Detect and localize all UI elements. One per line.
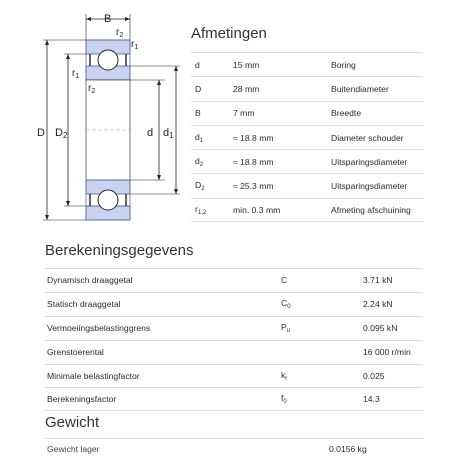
dimension-row [191, 52, 423, 76]
dimension-value: 15 mm [233, 59, 260, 70]
calculation-row [45, 364, 423, 388]
dimension-symbol [191, 204, 233, 216]
dimension-value: 7 mm [233, 108, 255, 119]
calculation-value: 2.24 kN [363, 299, 393, 310]
calculation-label: Grenstoerental [47, 347, 104, 358]
dimension-description: Uitsparingsdiameter [331, 156, 408, 167]
dimension-row [191, 76, 423, 100]
symbol-sub: r [285, 376, 288, 382]
label-d2: D2 [55, 127, 68, 140]
dimension-symbol [191, 108, 233, 118]
dimension-description: Uitsparingsdiameter [331, 181, 408, 192]
symbol-main: B [195, 108, 201, 119]
dimension-value: ≈ 18.8 mm [233, 132, 274, 143]
calculation-label: Minimale belastingfactor [47, 371, 140, 381]
calculation-label: Berekeningsfactor [47, 394, 117, 405]
symbol-main: D [195, 180, 202, 191]
weight-label: Gewicht lager [47, 443, 100, 454]
symbol-main: d [195, 155, 200, 166]
calculation-row [45, 340, 423, 364]
calculation-value: 16 000 r/min [363, 347, 411, 358]
calculation-symbol [281, 322, 363, 334]
dimension-symbol [191, 60, 233, 70]
weight-table [45, 438, 423, 458]
weight-row [45, 438, 423, 458]
calculation-value: 0.095 kN [363, 323, 398, 334]
dimension-symbol [191, 132, 233, 144]
symbol-main: d [195, 59, 200, 70]
ball-top [98, 50, 118, 70]
symbol-main: d [195, 131, 200, 142]
dimension-row [191, 198, 423, 222]
symbol-sub: u [286, 328, 291, 335]
calculation-label: Statisch draaggetal [47, 299, 121, 310]
dimension-description: Boring [331, 59, 356, 70]
symbol-sub: 0 [283, 399, 287, 406]
calculation-symbol [281, 393, 363, 405]
calculation-value: 14.3 [363, 394, 380, 405]
symbol-main: f [281, 393, 284, 404]
label-big-d: D [37, 127, 45, 139]
bearing-drawing [0, 0, 185, 235]
calculation-row [45, 268, 423, 292]
label-r2-left: $r_2$ [88, 83, 96, 95]
label-b: B [104, 13, 112, 25]
symbol-sub: 0 [287, 304, 291, 311]
label-r2-top: $r_2$ [116, 27, 124, 39]
symbol-main: P [281, 322, 287, 333]
label-d1: d1 [163, 127, 174, 140]
calculation-title: Berekeningsgegevens [45, 242, 194, 259]
dimension-symbol [191, 84, 233, 94]
dimension-value: ≈ 18.8 mm [233, 156, 274, 167]
ball-bottom [98, 190, 118, 210]
symbol-main: C [281, 275, 288, 286]
dimension-row [191, 173, 423, 197]
calculation-label: Vermoeiingsbelastinggrens [47, 323, 151, 334]
dimension-symbol [191, 180, 233, 192]
label-r1-top: $r_1$ [131, 39, 139, 51]
symbol-sub: 1,2 [197, 209, 207, 216]
calculation-label: Dynamisch draaggetal [47, 275, 133, 286]
dimensions-title: Afmetingen [191, 25, 267, 42]
calculation-row [45, 316, 423, 340]
calculation-value: 3.71 kN [363, 275, 393, 286]
dimension-description: Diameter schouder [331, 132, 404, 143]
calculation-row [45, 292, 423, 316]
weight-value: 0.0156 kg [329, 443, 367, 454]
dimension-description: Buitendiameter [331, 83, 389, 94]
dimension-row [191, 101, 423, 125]
symbol-sub: 2 [201, 186, 205, 193]
weight-title: Gewicht [45, 414, 100, 431]
calculation-value: 0.025 [363, 371, 385, 381]
dimension-value: ≈ 25.3 mm [233, 181, 274, 192]
symbol-main: r [195, 203, 198, 214]
calculation-symbol [281, 298, 363, 310]
label-r1-left: $r_1$ [72, 68, 80, 80]
dimension-row [191, 149, 423, 173]
label-small-d: d [147, 127, 154, 139]
symbol-main: D [195, 83, 202, 94]
dimension-description: Breedte [331, 108, 362, 119]
dimension-symbol [191, 156, 233, 168]
dimension-value: min. 0.3 mm [233, 204, 281, 215]
symbol-sub: 2 [199, 161, 204, 168]
symbol-main: C [281, 298, 288, 309]
calculation-table [45, 268, 423, 411]
dimension-description: Afmeting afschuining [331, 204, 411, 215]
calculation-symbol [281, 370, 363, 382]
symbol-sub: 1 [199, 137, 204, 144]
calculation-symbol [281, 275, 363, 285]
dimensions-table [191, 52, 423, 222]
calculation-row [45, 387, 423, 411]
symbol-main: k [281, 370, 286, 380]
dimension-value: 28 mm [233, 83, 260, 94]
dimension-row [191, 125, 423, 149]
